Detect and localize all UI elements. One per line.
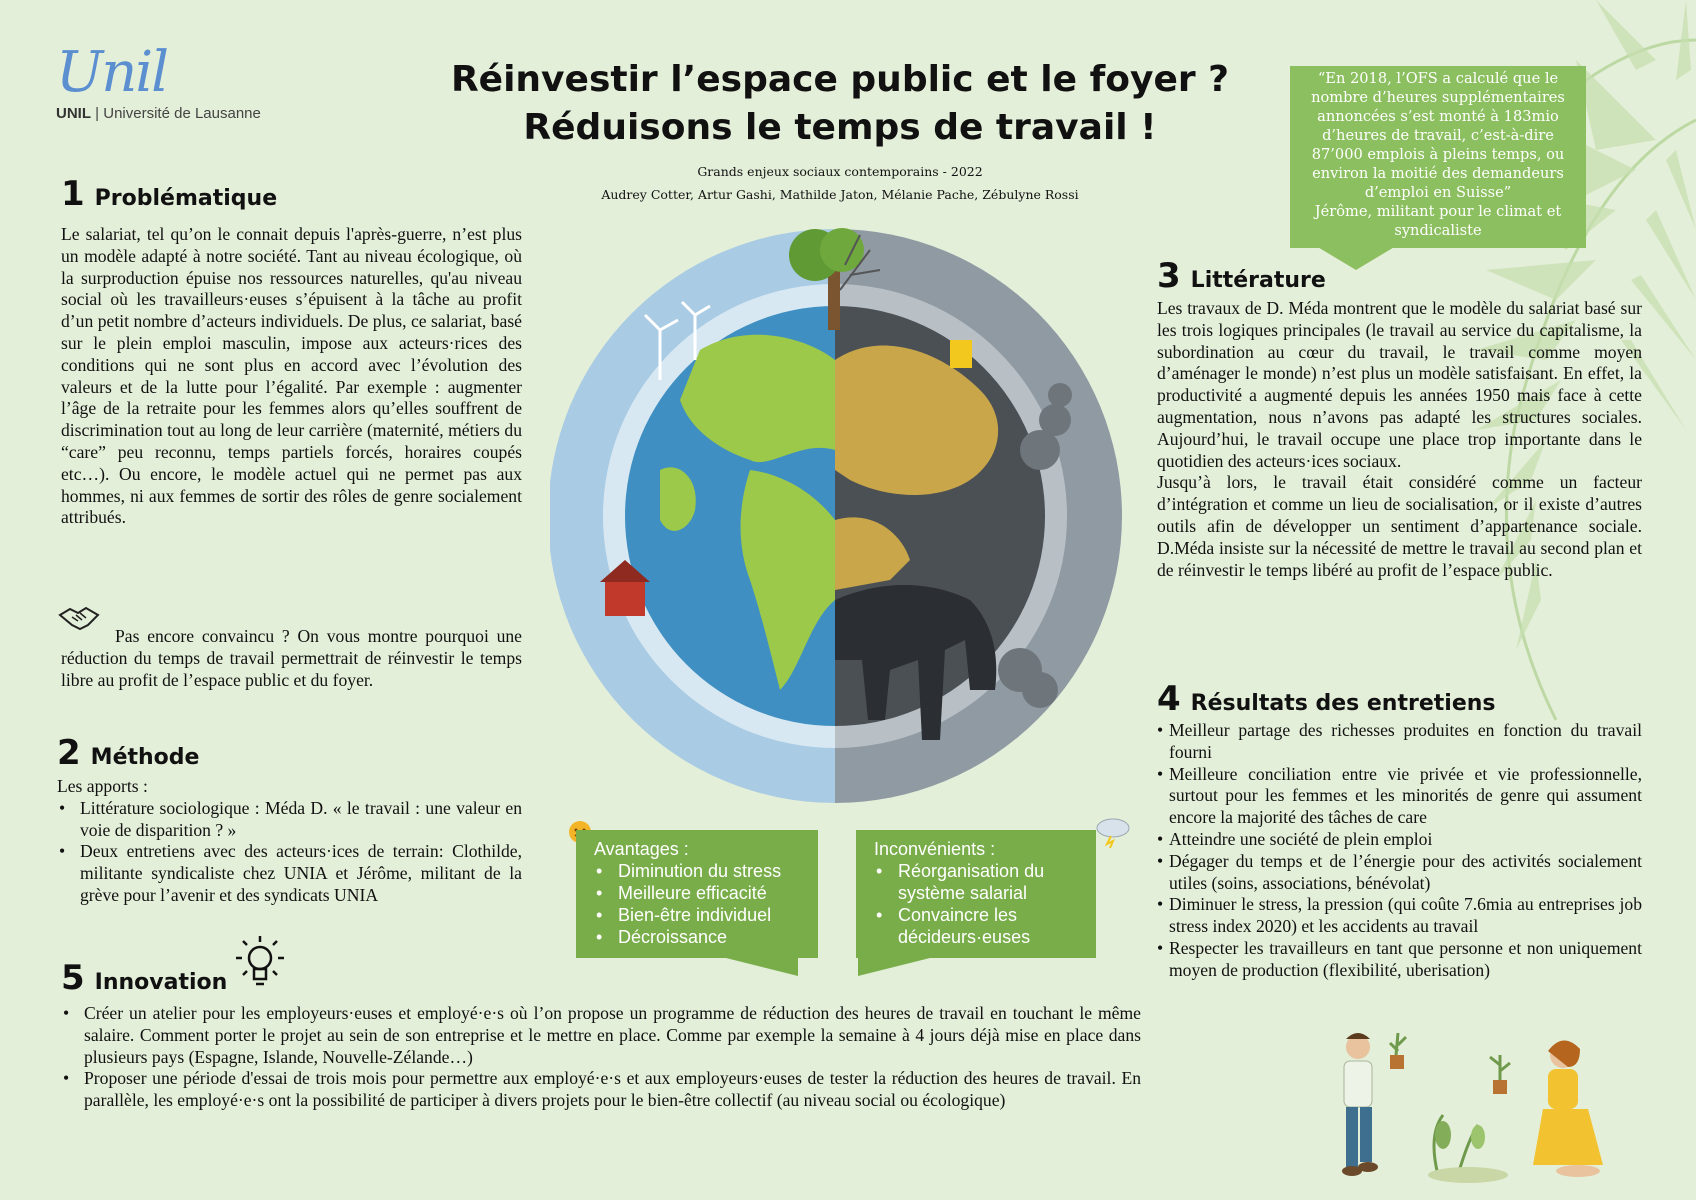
advantages-title: Avantages :: [594, 839, 689, 859]
list-item: • Meilleure conciliation entre vie privée et vie professionnelle, surtout pour les femmes et les minorités de genre qui assument encore la majorité des tâches de care: [1157, 764, 1642, 829]
literature-paragraph-2: Jusqu’à lors, le travail était considéré comme un facteur d’intégration et comme un lieu de socialisation, or il existe d’autres outils afin de développer un sentiment d’appartenance sociale. D.Méda insiste sur la nécessité de mettre le travail au second plan et de réinvestir le temps libéré au profit de l’espace public.: [1157, 472, 1642, 580]
list-item: • Diminution du stress: [594, 860, 800, 882]
section-4-heading: [1157, 679, 1496, 719]
list-item: • Proposer une période d'essai de trois mois pour permettre aux employé·e·s et aux employeurs·euses de tester la réduction des heures de travail. En parallèle, les employé·e·s ont la possibilité de participer à divers projets pour le bien-être collectif (au niveau social ou écologique): [61, 1068, 1141, 1112]
section-1-heading: [61, 174, 277, 214]
list-item: • Diminuer le stress, la pression (qui coûte 7.6mia au entreprises job stress index 2020) et les accidents au travail: [1157, 894, 1642, 938]
poster-title: [400, 56, 1280, 152]
list-item: • Réorganisation du système salarial: [874, 860, 1078, 904]
section-3-body: [1157, 298, 1642, 581]
list-item: • Bien-être individuel: [594, 904, 800, 926]
section-2-body: [57, 776, 522, 907]
section-5-heading: [61, 958, 227, 998]
logo-script: Unil: [56, 40, 168, 105]
list-item: • Respecter les travailleurs en tant que personne et non uniquement moyen de production (flexibilité, uberisation): [1157, 938, 1642, 982]
logo-separator: |: [95, 105, 100, 122]
quote-text: “En 2018, l’OFS a calculé que le nombre d’heures supplémentaires annoncées s’est monté à 183mio d’heures de travail, c’est-à-dire 87’000 emplois à pleins temps, ou environ la moitié des demandeurs d’emploi en Suisse”: [1311, 70, 1565, 201]
lightbulb-icon: [235, 934, 285, 990]
literature-paragraph-1: Les travaux de D. Méda montrent que le modèle du salariat basé sur les trois logiques principales (le travail au service du capitalisme, la subordination au cœur du travail, le travail comme moyen d’aménager le monde) n’est plus un modèle satisfaisant. En effet, la productivité a augmenté depuis les années 1950 mais face à cette augmentation, nous n’avons pas adapté les structures sociales. Aujourd’hui, le travail occupe une place trop importante dans le quotidien des acteurs·ices sociaux.: [1157, 298, 1642, 471]
section-title: Problématique: [94, 186, 278, 211]
list-item: • Décroissance: [594, 926, 800, 948]
advantages-box: [576, 830, 818, 958]
quote-author: Jérôme, militant pour le climat et syndicaliste: [1314, 203, 1562, 239]
section-2-heading: [57, 733, 199, 773]
advantages-tail: [718, 956, 798, 976]
method-intro: Les apports :: [57, 776, 148, 796]
section-1-callout: Pas encore convaincu ? On vous montre pourquoi une réduction du temps de travail permettrait de réinvestir le temps libre au profit de l’espace public et du foyer.: [61, 626, 522, 690]
disadvantages-list: [874, 860, 1078, 948]
globe-illustration: [550, 220, 1130, 820]
authors: Audrey Cotter, Artur Gashi, Mathilde Jaton, Mélanie Pache, Zébulyne Rossi: [601, 187, 1079, 202]
section-number: 2: [57, 733, 81, 773]
section-number: 1: [61, 174, 85, 214]
list-item: • Meilleure efficacité: [594, 882, 800, 904]
title-line-1: Réinvestir l’espace public et le foyer ?: [450, 59, 1230, 100]
logo-name: Université de Lausanne: [103, 105, 261, 122]
course-name: Grands enjeux sociaux contemporains - 2022: [697, 164, 983, 179]
storm-cloud-icon: [1093, 814, 1133, 848]
section-title: Méthode: [90, 745, 200, 770]
quote-tail: [1316, 246, 1396, 270]
section-5-body: [61, 1003, 1141, 1112]
disadvantages-title: Inconvénients :: [874, 839, 996, 859]
university-logo: [56, 40, 296, 122]
list-item: • Deux entretiens avec des acteurs·ices de terrain: Clothilde, militante syndicaliste chez UNIA et Jérôme, militant de la grève pour l’avenir et des syndicats UNIA: [57, 841, 522, 906]
results-list: [1157, 720, 1642, 982]
method-list: [57, 798, 522, 907]
section-title: Littérature: [1190, 268, 1326, 293]
disadvantages-box: [856, 830, 1096, 958]
list-item: • Atteindre une société de plein emploi: [1157, 829, 1642, 851]
section-1-body: Le salariat, tel qu’on le connait depuis l'après-guerre, n’est plus un modèle adapté à notre société. Tant au niveau écologique, où la surproduction épuise nos ressources naturelles, qu'au niveau social où les travailleurs·euses s’épuisent à la tâche au profit d’un petit nombre d’acteurs individuels. De plus, ce salariat, basé sur le plein emploi masculin, impose aux acteurs·rices des conditions qui ne sont plus en accord avec l’évolution des valeurs et de la lutte pour l’égalité. Par exemple : augmenter l’âge de la retraite pour les femmes alors qu’elles souffrent de discrimination tout au long de leur carrière (maternité, métiers du “care” peu reconnu, temps partiels forcés, horaires coupés etc…). Ou encore, le modèle actuel qui ne permet pas aux hommes, ni aux femmes de sortir des rôles de genre socialement attribués.: [61, 224, 522, 528]
list-item: • Littérature sociologique : Méda D. « le travail : une valeur en voie de disparition ? »: [57, 798, 522, 842]
list-item: • Convaincre les décideurs·euses: [874, 904, 1078, 948]
disadvantages-tail: [858, 956, 938, 976]
title-line-2: Réduisons le temps de travail !: [523, 107, 1157, 148]
poster-header: [400, 56, 1280, 202]
advantages-list: [594, 860, 800, 948]
list-item: • Dégager du temps et de l’énergie pour des activités socialement utiles (soins, associations, bénévolat): [1157, 851, 1642, 895]
quote-box: [1290, 66, 1586, 248]
people-gardening-illustration: [1318, 1025, 1658, 1195]
section-4-body: [1157, 720, 1642, 982]
innovation-list: [61, 1003, 1141, 1112]
section-3-heading: [1157, 256, 1326, 296]
list-item: • Créer un atelier pour les employeurs·euses et employé·e·s où l’on propose un programme de réduction des heures de travail en touchant le même salaire. Comment porter le projet au sein de son entreprise et le mettre en place. Comme par exemple la semaine à 4 jours déjà mise en place dans plusieurs pays (Espagne, Islande, Nouvelle-Zélande…): [61, 1003, 1141, 1068]
section-number: 5: [61, 958, 85, 998]
section-number: 4: [1157, 679, 1181, 719]
section-number: 3: [1157, 256, 1181, 296]
list-item: • Meilleur partage des richesses produites en fonction du travail fourni: [1157, 720, 1642, 764]
logo-short: UNIL: [56, 105, 91, 122]
section-title: Innovation: [94, 970, 228, 995]
logo-subtitle: [56, 105, 296, 122]
section-title: Résultats des entretiens: [1190, 691, 1496, 716]
